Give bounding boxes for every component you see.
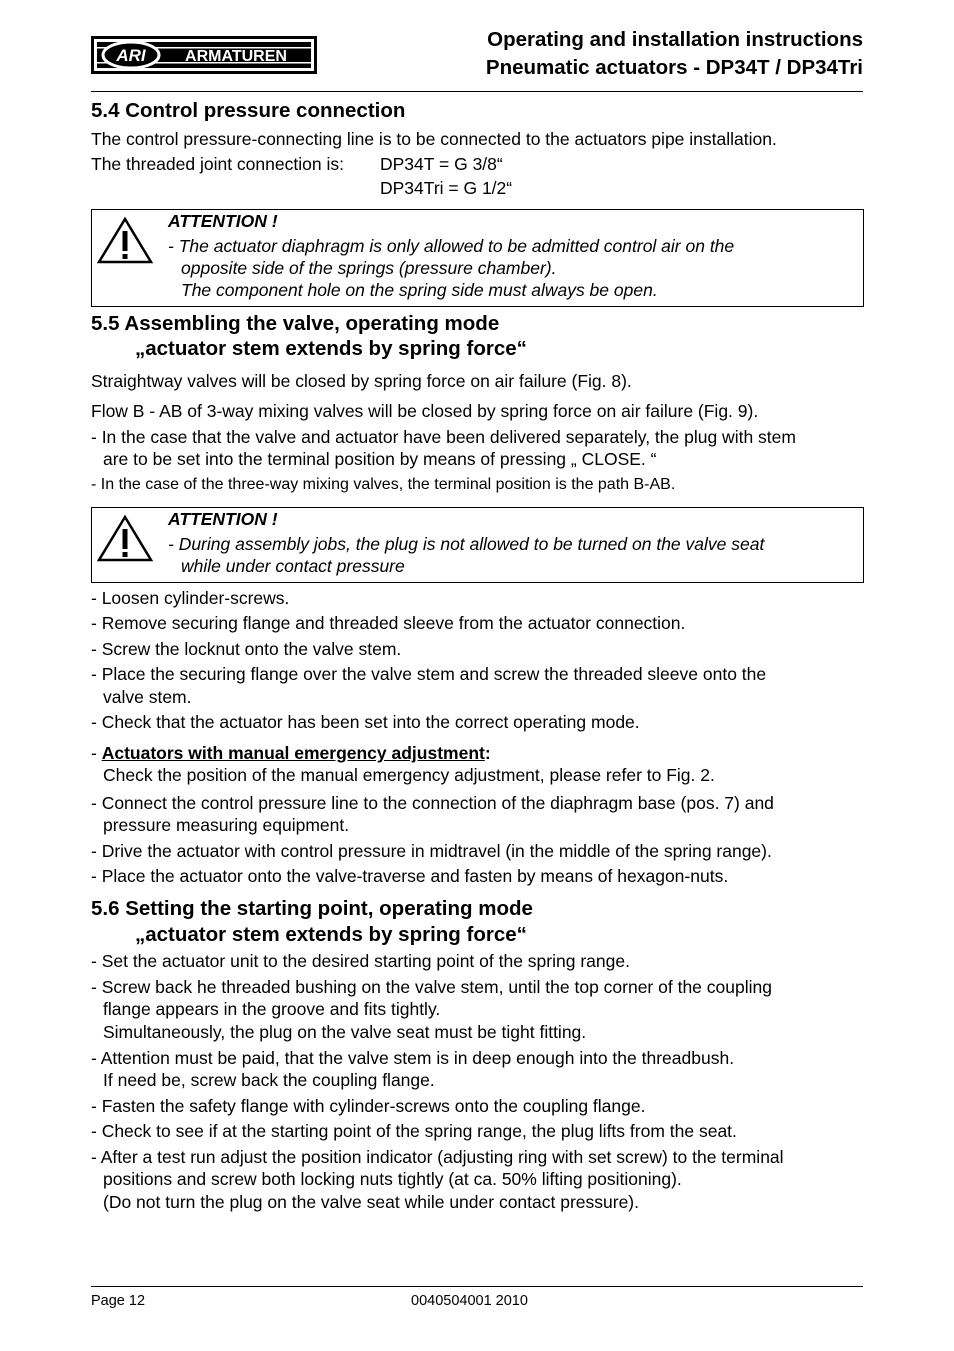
s56-bullet-2-line-1: - Screw back he threaded bushing on the valve stem, until the top corner of the coupling bbox=[91, 977, 772, 997]
s56-bullet-6-line-3: (Do not turn the plug on the valve seat while under contact pressure). bbox=[103, 1192, 639, 1212]
s56-bullet-3-line-2: If need be, screw back the coupling flange. bbox=[103, 1070, 435, 1090]
step-drive-actuator: - Drive the actuator with control pressure in midtravel (in the middle of the spring range). bbox=[91, 841, 772, 861]
attention-title: ATTENTION ! bbox=[168, 509, 278, 529]
warning-triangle-icon bbox=[97, 216, 153, 269]
brand-logo bbox=[91, 36, 317, 74]
s56-bullet-5: - Check to see if at the starting point of the spring range, the plug lifts from the seat. bbox=[91, 1121, 737, 1141]
s56-bullet-3-line-1: - Attention must be paid, that the valve stem is in deep enough into the threadbush. bbox=[91, 1048, 735, 1068]
document-title bbox=[486, 26, 863, 82]
s55-bullet-1-line-1: - In the case that the valve and actuator have been delivered separately, the plug with stem bbox=[91, 427, 796, 447]
document-number: 0040504001 2010 bbox=[411, 1293, 528, 1309]
s55-paragraph-1: Straightway valves will be closed by spring force on air failure (Fig. 8). bbox=[91, 371, 632, 391]
s56-bullet-6-line-2: positions and screw both locking nuts tightly (at ca. 50% lifting positioning). bbox=[103, 1169, 682, 1189]
s55-bullet-2: - In the case of the three-way mixing valves, the terminal position is the path B-AB. bbox=[91, 476, 676, 493]
section-5-4-heading: 5.4 Control pressure connection bbox=[91, 99, 406, 122]
s56-bullet-6-line-1: - After a test run adjust the position indicator (adjusting ring with set screw) to the terminal bbox=[91, 1147, 784, 1167]
attention-box-2 bbox=[91, 507, 864, 583]
s54-threaded-label: The threaded joint connection is: bbox=[91, 154, 344, 174]
s56-bullet-4: - Fasten the safety flange with cylinder-screws onto the coupling flange. bbox=[91, 1096, 646, 1116]
s56-bullet-2-line-3: Simultaneously, the plug on the valve seat must be tight fitting. bbox=[103, 1022, 587, 1042]
step-place-actuator: - Place the actuator onto the valve-traverse and fasten by means of hexagon-nuts. bbox=[91, 866, 729, 886]
page-number: Page 12 bbox=[91, 1293, 146, 1309]
attention-2-line-1: - During assembly jobs, the plug is not allowed to be turned on the valve seat bbox=[168, 534, 765, 554]
section-5-6-heading-line-1: 5.6 Setting the starting point, operating mode bbox=[91, 897, 533, 920]
attention-1-line-2: opposite side of the springs (pressure chamber). bbox=[181, 258, 557, 278]
title-line-2: Pneumatic actuators - DP34T / DP34Tri bbox=[485, 56, 863, 79]
step-dash: - bbox=[91, 743, 102, 763]
step-manual-emergency-line-2: Check the position of the manual emergency adjustment, please refer to Fig. 2. bbox=[103, 765, 715, 785]
attention-1-line-1: - The actuator diaphragm is only allowed to be admitted control air on the bbox=[168, 236, 735, 256]
step-manual-emergency bbox=[91, 742, 491, 764]
s56-bullet-2-line-2: flange appears in the groove and fits tightly. bbox=[103, 999, 441, 1019]
step-screw-locknut: - Screw the locknut onto the valve stem. bbox=[91, 639, 402, 659]
s54-threaded-value-dp34t: DP34T = G 3/8“ bbox=[380, 154, 503, 174]
step-check-mode: - Check that the actuator has been set into the correct operating mode. bbox=[91, 712, 640, 732]
step-remove-flange: - Remove securing flange and threaded sleeve from the actuator connection. bbox=[91, 613, 686, 633]
step-place-flange-line-2: valve stem. bbox=[103, 687, 192, 707]
section-5-5-heading-line-1: 5.5 Assembling the valve, operating mode bbox=[91, 312, 500, 335]
ari-logo-icon bbox=[91, 36, 317, 74]
s54-threaded-value-dp34tri: DP34Tri = G 1/2“ bbox=[380, 178, 513, 198]
logo-ari-text: ARI bbox=[116, 46, 146, 65]
attention-1-line-3: The component hole on the spring side must always be open. bbox=[181, 280, 658, 300]
header-rule bbox=[91, 91, 863, 92]
step-place-flange-line-1: - Place the securing flange over the valve stem and screw the threaded sleeve onto the bbox=[91, 664, 767, 684]
title-line-1: Operating and installation instructions bbox=[487, 28, 863, 51]
attention-2-line-2: while under contact pressure bbox=[181, 556, 405, 576]
warning-triangle-icon bbox=[97, 514, 153, 567]
s56-bullet-1: - Set the actuator unit to the desired starting point of the spring range. bbox=[91, 951, 630, 971]
colon: : bbox=[484, 743, 491, 763]
s54-paragraph-1: The control pressure-connecting line is to be connected to the actuators pipe installation. bbox=[91, 129, 777, 149]
section-5-5-heading-line-2: „actuator stem extends by spring force“ bbox=[135, 337, 527, 360]
footer-rule bbox=[91, 1286, 863, 1287]
logo-brand-text: ARMATUREN bbox=[185, 48, 287, 65]
section-5-6-heading-line-2: „actuator stem extends by spring force“ bbox=[135, 923, 527, 946]
step-connect-line-2: pressure measuring equipment. bbox=[103, 815, 350, 835]
step-loosen-screws: - Loosen cylinder-screws. bbox=[91, 588, 290, 608]
attention-box-1 bbox=[91, 209, 864, 307]
s55-bullet-1-line-2: are to be set into the terminal position by means of pressing „ CLOSE. “ bbox=[103, 449, 657, 469]
step-connect-line-1: - Connect the control pressure line to the connection of the diaphragm base (pos. 7) and bbox=[91, 793, 774, 813]
s55-paragraph-2: Flow B - AB of 3-way mixing valves will be closed by spring force on air failure (Fig. 9). bbox=[91, 401, 759, 421]
attention-title: ATTENTION ! bbox=[168, 211, 278, 231]
manual-emergency-heading: Actuators with manual emergency adjustment bbox=[101, 743, 485, 763]
